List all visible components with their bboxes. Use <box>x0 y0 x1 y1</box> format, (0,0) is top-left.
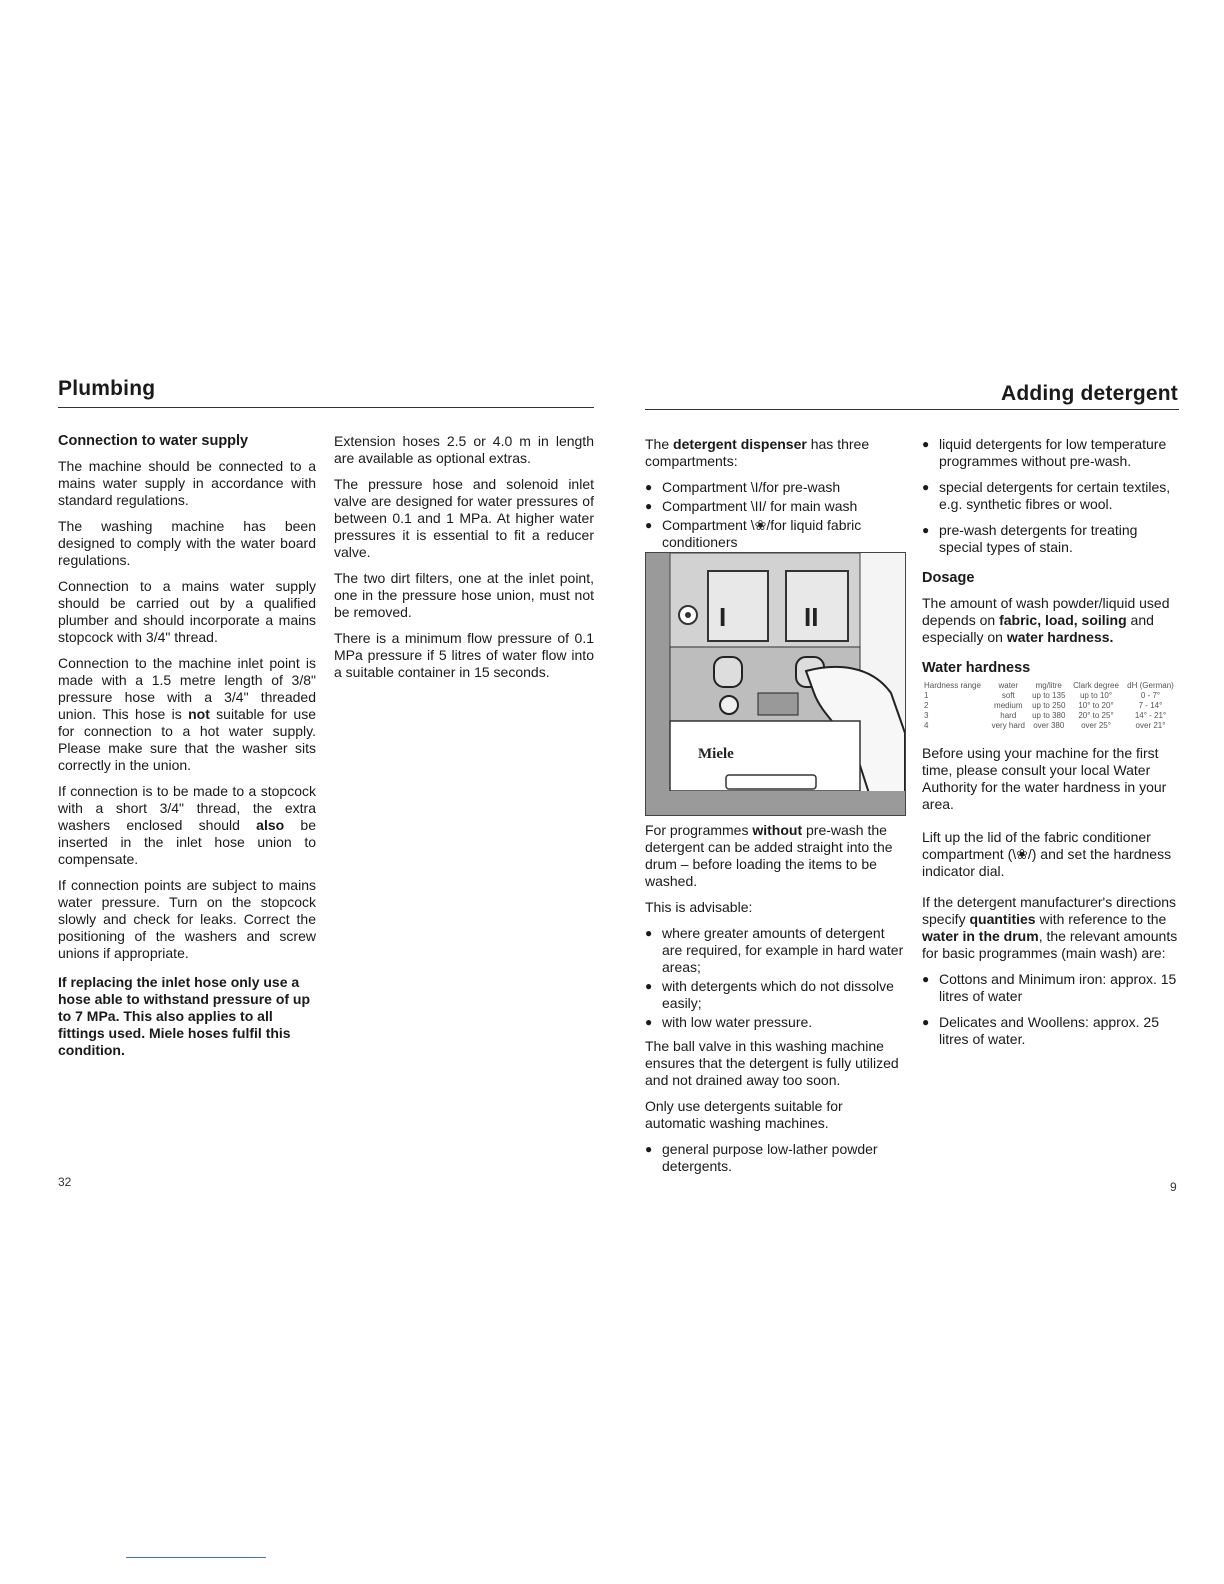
table-row <box>922 701 1178 711</box>
left-title-rule <box>58 407 594 408</box>
left-col-1 <box>58 433 316 1068</box>
table-row <box>922 691 1178 701</box>
paragraph: There is a minimum flow pressure of 0.1 MPa pressure if 5 litres of water flow into a suitable container in 15 seconds. <box>334 630 594 680</box>
table-header: Clark degree <box>1073 681 1119 690</box>
table-cell: over 380 <box>1033 721 1065 730</box>
water-hardness-table <box>922 681 1178 731</box>
dosage-heading: Dosage <box>922 570 975 586</box>
paragraph: The two dirt filters, one at the inlet point, one in the pressure hose union, must not be removed. <box>334 570 594 620</box>
right-page-number: 9 <box>1170 1180 1177 1194</box>
table-cell: medium <box>994 701 1023 710</box>
list-item: ● pre-wash detergents for treating special types of stain. <box>922 522 1179 556</box>
paragraph: For programmes without pre-wash the detergent can be added straight into the drum – before loading the items to be washed. <box>645 822 893 889</box>
list-item: ● with low water pressure. <box>645 1014 904 1031</box>
paragraph: The ball valve in this washing machine ensures that the detergent is fully utilized and not drained away too soon. <box>645 1038 899 1088</box>
advisable-list <box>645 925 904 1031</box>
paragraph: This is advisable: <box>645 899 753 915</box>
paragraph: Connection to a mains water supply should be carried out by a qualified plumber and should incorporate a mains stopcock with 3/4" thread. <box>58 578 316 645</box>
right-col-1 <box>645 436 904 558</box>
paragraph: The detergent dispenser has three compartments: <box>645 436 870 469</box>
paragraph: The washing machine has been designed to comply with the water board regulations. <box>58 518 316 568</box>
table-cell: hard <box>1000 711 1017 720</box>
detergent-type-list <box>922 436 1179 556</box>
table-header-row <box>922 681 1178 691</box>
table-cell: up to 380 <box>1032 711 1066 720</box>
paragraph: Connection to the machine inlet point is made with a 1.5 metre length of 3/8" pressure hose with a 3/4" threaded union. This hose is not suitable for use for connection to a hot water supply. Please make sure that the washer sits correctly in the union. <box>58 655 316 773</box>
right-title-rule <box>645 409 1179 410</box>
left-page-title: Plumbing <box>58 377 156 400</box>
flower-icon <box>720 696 738 714</box>
table-row <box>922 721 1178 731</box>
list-item: ● where greater amounts of detergent are required, for example in hard water areas; <box>645 925 904 976</box>
paragraph: If the detergent manufacturer's directions specify quantities with reference to the water in the drum, the relevant amounts for basic programmes (main wash) are: <box>922 894 1178 961</box>
paragraph: Extension hoses 2.5 or 4.0 m in length are available as optional extras. <box>334 433 594 466</box>
table-cell: 1 <box>924 691 929 700</box>
list-item: ● special detergents for certain textiles, e.g. synthetic fibres or wool. <box>922 479 1179 513</box>
list-item: ● Cottons and Minimum iron: approx. 15 litres of water <box>922 971 1179 1005</box>
compartment-list <box>645 479 904 551</box>
table-cell: 2 <box>924 701 929 710</box>
list-item: ● Compartment \I/for pre-wash <box>645 479 904 496</box>
table-cell: soft <box>1001 691 1015 700</box>
list-item: ● Compartment \❀/for liquid fabric conditioners <box>645 517 904 551</box>
list-item: ● Delicates and Woollens: approx. 25 litres of water. <box>922 1014 1179 1048</box>
paragraph: If connection points are subject to mains water pressure. Turn on the stopcock slowly and check for leaks. Correct the positioning of the washers and screw unions if appropriate. <box>58 877 316 961</box>
table-cell: very hard <box>991 721 1025 730</box>
table-cell: 14° - 21° <box>1134 711 1167 720</box>
paragraph: Lift up the lid of the fabric conditioner compartment (\❀/) and set the hardness indicator dial. <box>922 829 1172 879</box>
compartment-label-2: II <box>804 602 819 632</box>
paragraph: Before using your machine for the first time, please consult your local Water Authority for the water hardness in your area. <box>922 745 1167 812</box>
left-page-number: 32 <box>58 1175 72 1189</box>
right-page-title: Adding detergent <box>1000 382 1178 405</box>
paragraph: The amount of wash powder/liquid used depends on fabric, load, soiling and especially on water hardness. <box>922 595 1170 645</box>
table-cell: up to 135 <box>1032 691 1066 700</box>
connection-heading: Connection to water supply <box>58 433 249 449</box>
paragraph: Only use detergents suitable for automatic washing machines. <box>645 1098 843 1131</box>
table-cell: 4 <box>924 721 929 730</box>
miele-logo: Miele <box>698 746 734 762</box>
bottom-link-rule <box>126 1557 266 1558</box>
table-header: dH (German) <box>1127 681 1174 690</box>
table-cell: over 21° <box>1135 721 1166 730</box>
water-amount-list <box>922 971 1179 1048</box>
compartment-label-1: I <box>719 602 727 632</box>
table-cell: 20° to 25° <box>1078 711 1114 720</box>
table-cell: 0 - 7° <box>1140 691 1161 700</box>
table-cell: up to 10° <box>1079 691 1113 700</box>
right-col-1-lower <box>645 822 904 1182</box>
list-item: ● general purpose low-lather powder detergents. <box>645 1141 904 1175</box>
paragraph: If connection is to be made to a stopcock with a short 3/4" thread, the extra washers enclosed should also be inserted in the inlet hose union to compensate. <box>58 783 316 867</box>
table-header: water <box>998 681 1019 690</box>
dispenser-drawing <box>646 553 905 815</box>
table-cell: 7 - 14° <box>1138 701 1163 710</box>
inlet-hose-warning: If replacing the inlet hose only use a hose able to withstand pressure of up to 7 MPa. This also applies to all fittings used. Miele hoses fulfil this condition. <box>58 974 311 1058</box>
table-row <box>922 711 1178 721</box>
table-cell: over 25° <box>1081 721 1111 730</box>
paragraph: The pressure hose and solenoid inlet valve are designed for water pressures of between 0.1 and 1 MPa. At higher water pressures it is essential to fit a reducer valve. <box>334 476 594 560</box>
water-hardness-heading: Water hardness <box>922 660 1031 676</box>
paragraph: The machine should be connected to a mains water supply in accordance with standard regulations. <box>58 458 316 508</box>
list-item: ● Compartment \II/ for main wash <box>645 498 904 515</box>
left-col-2 <box>334 433 594 690</box>
list-item: ● liquid detergents for low temperature programmes without pre-wash. <box>922 436 1179 470</box>
table-cell: up to 250 <box>1032 701 1066 710</box>
table-header: Hardness range <box>924 681 981 690</box>
table-header: mg/litre <box>1035 681 1062 690</box>
suitable-list <box>645 1141 904 1175</box>
detergent-dispenser-illustration <box>645 552 906 816</box>
table-cell: 3 <box>924 711 929 720</box>
right-col-2 <box>922 436 1179 1057</box>
list-item: ● with detergents which do not dissolve easily; <box>645 978 904 1012</box>
table-cell: 10° to 20° <box>1078 701 1114 710</box>
